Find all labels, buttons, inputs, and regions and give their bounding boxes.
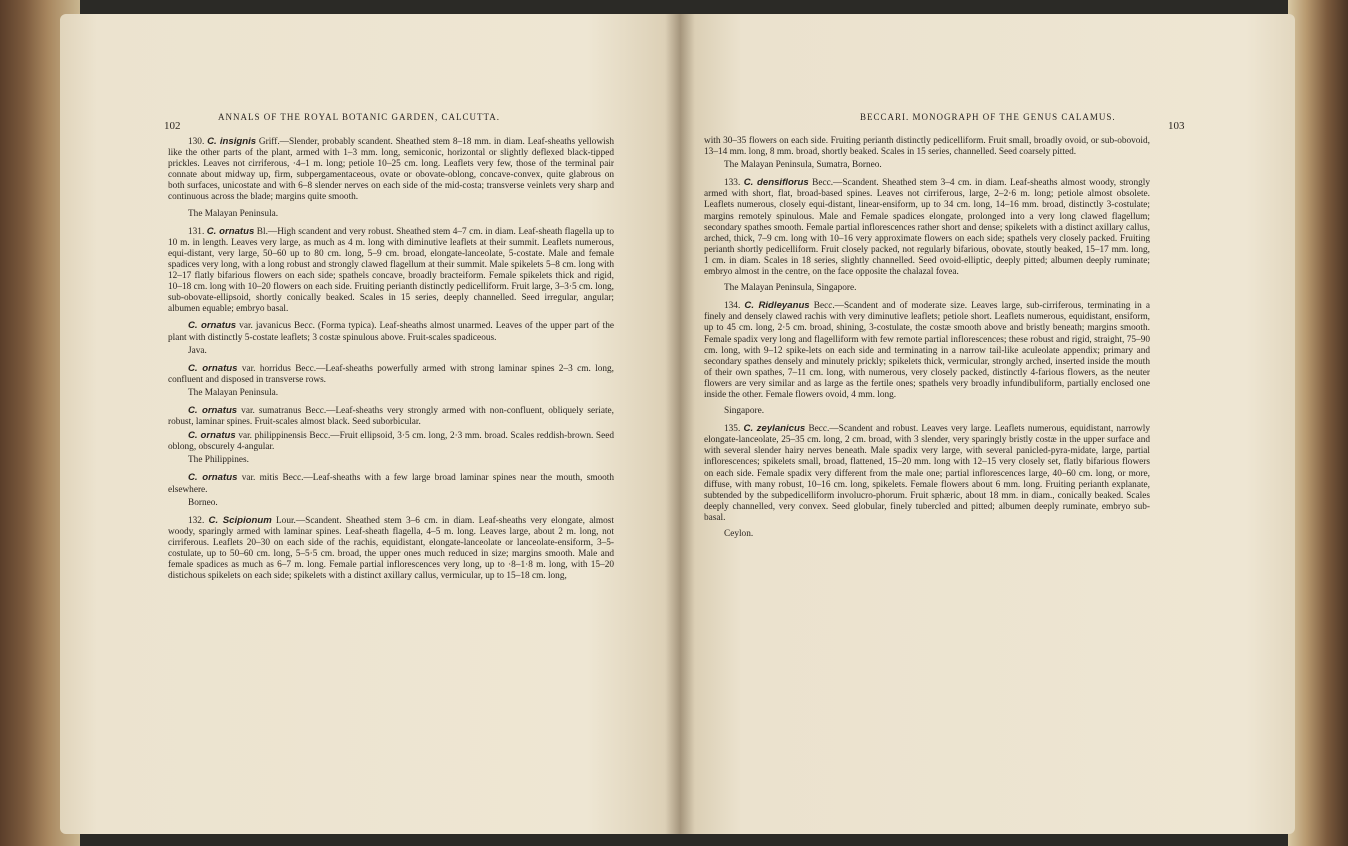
entry-text: var. mitis Becc.—Leaf-sheaths with a few large broad laminar spines near the mouth, smooth elsewhere.: [168, 473, 614, 495]
variety-entry: [704, 136, 1150, 158]
variety-entry: [168, 363, 614, 386]
species-name: C. zeylanicus: [743, 423, 806, 435]
variety-entry: [168, 472, 614, 495]
species-name: C. ornatus: [206, 225, 255, 237]
entry-text: Bl.—High scandent and very robust. Sheathed stem 4–7 cm. in diam. Leaf-sheath flagella up to 10 m. in length. Leaves very large, as much as 4 m. long with diminutive leaflets at their summit. Leaflets numerous, equi-distant, very large, 50–60 up to 80 cm. long, 5–9 cm. broad, elongate-lanceolate, 5-costate. Male and female spadices very long, with a long robust and strongly clawed flagellum at their summit. Male spikelets 5–8 cm. long with 12–17 flatly bifarious flowers on each side; spathels concave, broadly bracteiform. Female spikelets thick and rigid, 10–18 cm. long with 10–20 flowers on each side. Fruiting perianth distinctly pedicelliform. Fruit large, 3–3·5 cm. long, sub-obovate-ellipsoid, shortly conically beaked. Scales in 15 series, deeply channelled. Seed irregular, angular; albumen equable; embryo basal.: [168, 226, 614, 315]
entry-number: 134.: [724, 301, 741, 312]
entry-number: 133.: [724, 178, 741, 189]
entry-number: 132.: [188, 515, 205, 526]
book-gutter: [665, 14, 695, 834]
species-entry: [168, 515, 614, 583]
variety-entry: [168, 430, 614, 453]
entry-text: Becc.—Scandent and of moderate size. Leaves large, sub-cirriferous, terminating in a finely and densely clawed rachis with very diminutive leaflets; petiole short. Leaflets numerous, equidistant, ensiform, up to 45 cm. long, 2·5 cm. broad, shining, 3-costulate, the costæ smooth above and bristly beneath; margins smooth. Female spadix very long and flagelliform with few remote partial inflorescences; these robust and rigid, straight, 75–90 cm. long, with 9–12 spike-lets on each side and terminating in a narrow tail-like aculeolate appendix; primary and secondary spathes densely and minutely prickly; spikelets thick, vermicular, strongly arched, inserted inside the mouth of their own spathes, 7–11 cm. long, with numerous, very closely packed, distinctly 4-farious flowers, as the neuter flowers are very similar and as large as the fertile ones; spathels very broadly infundibuliform, partially enclosed one inside the other. Female flowers ovoid, 4 mm. long.: [704, 301, 1151, 400]
entry-text: Griff.—Slender, probably scandent. Sheathed stem 8–18 mm. in diam. Leaf-sheaths yellowish like the other parts of the plant, armed with 1–3 mm. long, semiconic, horizontal or slightly deflexed black-tipped prickles. Leaves not cirriferous, ·4–1 m. long; petiole 10–25 cm. long. Leaflets very few, those of the terminal pair connate about midway up, firm, subpergamentaceous, ovate or obovate-oblong, concave-convex, quite glabrous on both surfaces, unicostate and with 6–8 slender nerves on each side of the mid-costa; transverse veinlets very sharp and continuous across the blade; margins quite smooth.: [168, 137, 615, 203]
entry-text: var. philippinensis Becc.—Fruit ellipsoid, 3·5 cm. long, 2·3 mm. broad. Scales reddish-brown. Seed oblong, obscurely 4-angular.: [168, 431, 614, 453]
entry-number: 131.: [188, 226, 205, 237]
species-entry: [704, 423, 1150, 524]
species-name: C. Ridleyanus: [744, 300, 810, 312]
region-line: The Malayan Peninsula, Singapore.: [724, 283, 857, 294]
region-line: The Philippines.: [188, 455, 249, 466]
region-line: Borneo.: [188, 497, 218, 508]
book-edge-right: [1288, 0, 1348, 846]
species-entry: [168, 136, 614, 204]
species-name: C. ornatus: [188, 362, 238, 374]
entry-text: Becc.—Scandent. Sheathed stem 3–4 cm. in diam. Leaf-sheaths almost woody, strongly armed with short, flat, broad-based spines. Leaves not cirriferous, large, 2–2·6 m. long; petiole almost obsolete. Leaflets numerous, closely equi-distant, linear-ensiform, up to 34 cm. long, 14–16 mm. broad, distinctly 3-costulate; margins remotely spinulous. Male and Female spadices elongate, prolonged into a very long clawed flagellum; secondary spathes smooth. Female partial inflorescences rather short and dense; spikelets with a distinct axillary callus, arched, thick, 7–9 cm. long with 10–16 very approximate flowers on each side; spathels very closely packed. Fruiting perianth shortly pedicelliform. Fruit closely packed, not regularly bifarious, obovate, stoutly beaked, 15–17 mm. long, 1 cm. in diam. Scales in 18 series, slightly channelled. Seed ovoid-elliptic, deeply pitted; albumen deeply ruminate; embryo almost in the centre, on the face opposite the chalazal foveа.: [704, 178, 1150, 278]
page-number: 102: [164, 120, 181, 132]
species-name: C. Scipionum: [208, 514, 272, 526]
right-page: [680, 14, 1295, 834]
region-line: The Malayan Peninsula.: [188, 387, 279, 398]
species-entry: [168, 226, 614, 316]
region-line: Singapore.: [724, 406, 765, 417]
entry-text: var. javanicus Becc. (Forma typica). Leaf-sheaths almost unarmed. Leaves of the upper part of the plant with distinctly 5-costate leaflets; 3 costæ spinulous above. Fruit-scales spadiceous.: [168, 321, 614, 343]
entry-number: 135.: [724, 424, 741, 435]
species-name: C. insignis: [207, 136, 257, 147]
entry-text: var. horridus Becc.—Leaf-sheaths powerfully armed with strong laminar spines 2–3 cm. long, confluent and disposed in transverse rows.: [168, 363, 614, 385]
species-entry: [704, 177, 1150, 278]
species-name: C. ornatus: [188, 472, 238, 484]
variety-entry: [168, 405, 614, 428]
entry-text: with 30–35 flowers on each side. Fruiting perianth distinctly pedicelliform. Fruit small, broadly ovoid, or sub-obovoid, 13–14 mm. long, 8 mm. broad, shortly beaked. Scales in 15 series, channelled. Seed coarsely pitted.: [704, 136, 1150, 158]
entry-text: var. sumatranus Becc.—Leaf-sheaths very strongly armed with non-confluent, obliquely seriate, robust, laminar spines. Fruit-scales almost black. Seed suborbicular.: [168, 405, 614, 428]
species-name: C. ornatus: [188, 430, 236, 442]
region-line: Ceylon.: [724, 529, 754, 539]
species-name: C. ornatus: [188, 404, 238, 416]
page-number: 103: [1168, 120, 1185, 132]
entry-number: 130.: [188, 137, 205, 147]
page-text: [168, 136, 614, 587]
left-page: [60, 14, 680, 834]
region-line: The Malayan Peninsula, Sumatra, Borneo.: [724, 160, 882, 171]
running-head: BECCARI. MONOGRAPH OF THE GENUS CALAMUS.: [860, 112, 1116, 122]
entry-text: Becc.—Scandent and robust. Leaves very large. Leaflets numerous, equidistant, narrowly elongate-lanceolate, 25–35 cm. long, 2 cm. broad, with 3 slender, very sparingly bristly costæ in the upper surface and with several slender hairy nerves beneath. Male spadix very large, with several panicled-pyra-midate, large, partial inflorescences; spikelets small, broad, flattened, 15–20 mm. long with 12–15 very closely set, flatly bifarious flowers on each side. Female spadix very different from the male one; partial inflorescences large, 40–60 cm. long, or more, diffuse, with many robust, 10–16 cm. long, spikelets. Female flowers about 6 mm. long. Fruiting perianth explanate, subtended by the subpedicelliform involucro-phorum. Fruit sphæric, about 18 mm. in diam., conically beaked. Scales deeply channelled, very convex. Seed globular, finely tubercled and pitted; albumen deeply ruminate, embryo sub-basal.: [704, 424, 1150, 523]
region-line: The Malayan Peninsula.: [188, 208, 279, 219]
page-text: [704, 136, 1150, 546]
region-line: Java.: [188, 345, 207, 356]
running-head: ANNALS OF THE ROYAL BOTANIC GARDEN, CALCUTTA.: [218, 112, 501, 122]
entry-text: Lour.—Scandent. Sheathed stem 3–6 cm. in diam. Leaf-sheaths very elongate, almost woody, sparingly armed with laminar spines. Leaf-sheath flagella, 4–5 m. long. Leaves large, about 2 m. long, not cirriferous. Leaflets 20–30 on each side of the rachis, equidistant, elongate-lanceolate or lanceolate-ensiform, 3–5-costulate, up to 50–60 cm. long, 5–5·5 cm. broad, the upper ones much reduced in size; margins smooth. Male and female spadices as much as 6–7 m. long. Female partial inflorescences very long, up to ·8–1·8 m. long, with 15–20 distichous spikelets on each side; spikelets with a distinct axillary callus, vermicular, up to 15–18 cm. long,: [168, 515, 615, 582]
species-entry: [704, 300, 1150, 401]
species-name: C. densiflorus: [743, 177, 809, 189]
variety-entry: [168, 320, 614, 343]
species-name: C. ornatus: [188, 320, 237, 332]
